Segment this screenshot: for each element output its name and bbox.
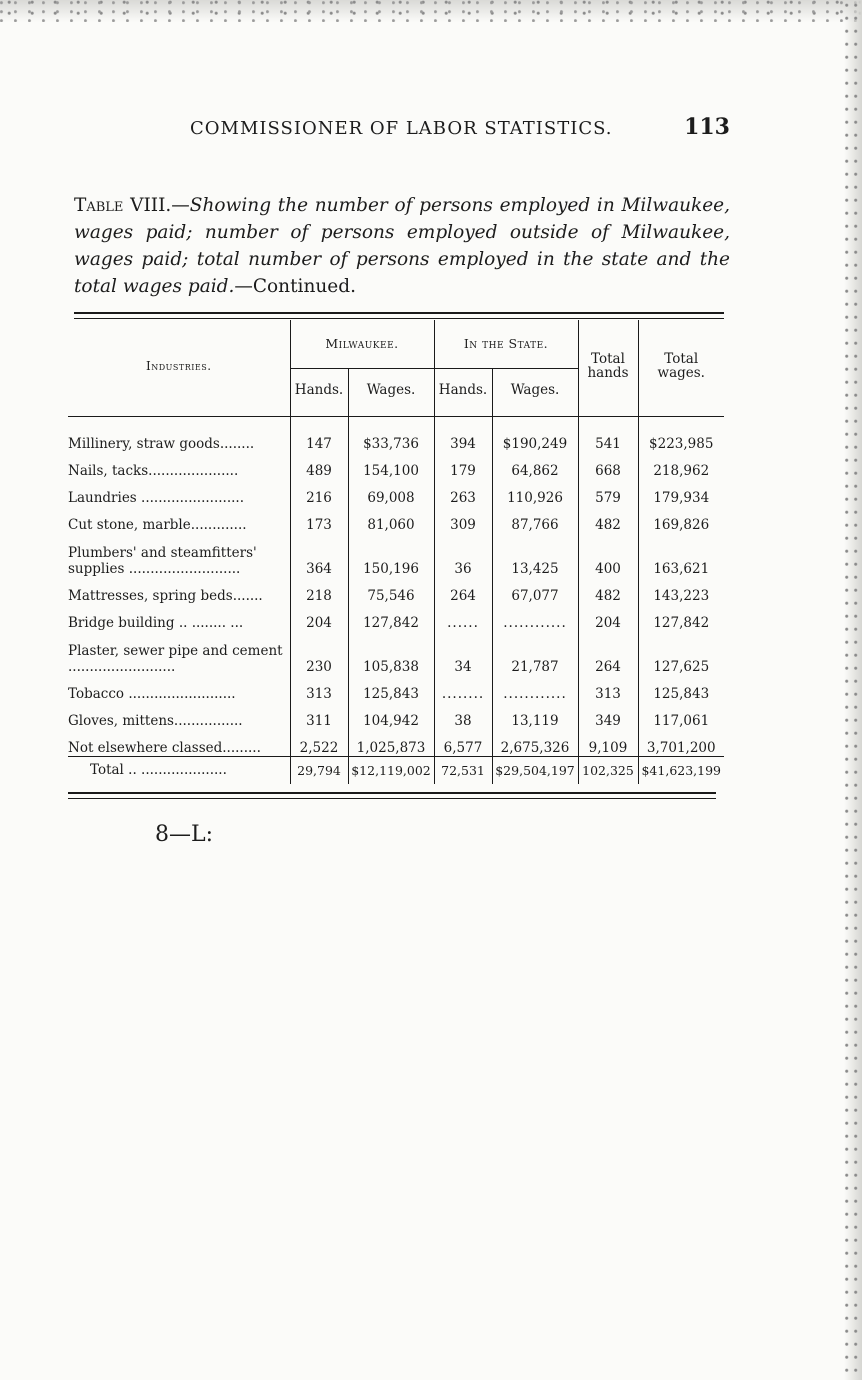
industry-name: Cut stone, marble............. <box>68 517 247 533</box>
header-state-hands: Hands. <box>434 368 492 412</box>
header-total-hands: Total hands <box>578 320 638 412</box>
milwaukee-hands: 216 <box>290 479 348 506</box>
milwaukee-hands: 2,522 <box>290 729 348 756</box>
total-wages: 169,826 <box>638 506 724 533</box>
caption-continued: —Continued. <box>234 276 356 297</box>
milwaukee-hands: 364 <box>290 533 348 577</box>
industry-name: Not elsewhere classed......... <box>68 739 261 756</box>
milwaukee-hands: 218 <box>290 577 348 604</box>
total-hands: 264 <box>578 631 638 675</box>
total-wages: 117,061 <box>638 702 724 729</box>
milwaukee-hands: 489 <box>290 452 348 479</box>
table-top-rule <box>74 312 724 314</box>
table-row <box>68 729 724 756</box>
milwaukee-hands: 311 <box>290 702 348 729</box>
page-edge-noise-top <box>0 0 862 22</box>
total-state-wages: $29,504,197 <box>492 756 578 784</box>
industry-name: Millinery, straw goods........ <box>68 436 255 452</box>
milwaukee-wages: 75,546 <box>348 577 434 604</box>
total-state-hands: 72,531 <box>434 756 492 784</box>
total-row <box>68 756 724 784</box>
state-hands: 6,577 <box>434 729 492 756</box>
table-row <box>68 479 724 506</box>
milwaukee-hands: 313 <box>290 675 348 702</box>
total-milwaukee-hands: 29,794 <box>290 756 348 784</box>
total-hands: 313 <box>578 675 638 702</box>
milwaukee-wages: 125,843 <box>348 675 434 702</box>
header-industries: Industries. <box>145 359 212 373</box>
state-wages: 110,926 <box>492 479 578 506</box>
table-label: Table VIII. <box>74 195 172 216</box>
page-number: 113 <box>684 114 730 140</box>
industry-name: Plaster, sewer pipe and cement ......................... <box>68 643 283 675</box>
milwaukee-wages: 150,196 <box>348 533 434 577</box>
state-hands: 34 <box>434 631 492 675</box>
total-hands: 482 <box>578 506 638 533</box>
milwaukee-hands: 147 <box>290 416 348 452</box>
header-in-the-state: In the State. <box>434 320 578 368</box>
page-edge-noise-right <box>844 0 862 1380</box>
milwaukee-wages: 1,025,873 <box>348 729 434 756</box>
total-hands: 400 <box>578 533 638 577</box>
milwaukee-hands: 204 <box>290 604 348 631</box>
total-wages: 127,625 <box>638 631 724 675</box>
table-row <box>68 577 724 604</box>
total-wages: $223,985 <box>638 416 724 452</box>
total-total-hands: 102,325 <box>578 756 638 784</box>
state-wages: 67,077 <box>492 577 578 604</box>
state-wages: 13,425 <box>492 533 578 577</box>
total-wages: 143,223 <box>638 577 724 604</box>
milwaukee-wages: $33,736 <box>348 416 434 452</box>
header-title: COMMISSIONER OF LABOR STATISTICS. <box>190 118 613 139</box>
caption-description: Showing the number of persons employed in Milwaukee, wages paid; number of persons employed outside of Milwaukee, wages paid; total number of persons employed in the state and the total wages paid. <box>74 195 731 297</box>
milwaukee-hands: 173 <box>290 506 348 533</box>
industry-name: Gloves, mittens................ <box>68 713 243 729</box>
header-milwaukee-hands: Hands. <box>290 368 348 412</box>
industry-name: Tobacco ......................... <box>68 686 236 702</box>
milwaukee-wages: 69,008 <box>348 479 434 506</box>
state-wages: 21,787 <box>492 631 578 675</box>
industry-name: Nails, tacks..................... <box>68 463 239 479</box>
total-hands: 579 <box>578 479 638 506</box>
header-state-wages: Wages. <box>492 368 578 412</box>
milwaukee-hands: 230 <box>290 631 348 675</box>
total-hands: 541 <box>578 416 638 452</box>
total-wages: 218,962 <box>638 452 724 479</box>
table-row <box>68 702 724 729</box>
state-hands: 394 <box>434 416 492 452</box>
state-wages: 13,119 <box>492 702 578 729</box>
table-row <box>68 675 724 702</box>
industry-name: Plumbers' and steamfitters' supplies .......................... <box>68 545 257 577</box>
total-total-wages: $41,623,199 <box>638 756 724 784</box>
table-row <box>68 506 724 533</box>
state-wages: ............ <box>492 675 578 702</box>
total-hands: 349 <box>578 702 638 729</box>
state-wages: $190,249 <box>492 416 578 452</box>
total-wages: 3,701,200 <box>638 729 724 756</box>
total-wages: 179,934 <box>638 479 724 506</box>
table-row <box>68 416 724 452</box>
state-wages: ............ <box>492 604 578 631</box>
table-caption <box>74 192 730 300</box>
state-hands: 36 <box>434 533 492 577</box>
state-hands: ...... <box>434 604 492 631</box>
employment-wages-table <box>68 320 724 784</box>
state-wages: 87,766 <box>492 506 578 533</box>
industry-name: Bridge building .. ........ ... <box>68 615 244 631</box>
header-milwaukee: Milwaukee. <box>290 320 434 368</box>
running-header <box>190 114 730 148</box>
table-top-rule-thin <box>74 318 724 319</box>
header-total-wages: Total wages. <box>638 320 724 412</box>
total-hands: 668 <box>578 452 638 479</box>
total-hands: 9,109 <box>578 729 638 756</box>
milwaukee-wages: 105,838 <box>348 631 434 675</box>
state-hands: 38 <box>434 702 492 729</box>
state-hands: 309 <box>434 506 492 533</box>
signature-mark: 8—L: <box>155 822 214 847</box>
state-wages: 64,862 <box>492 452 578 479</box>
industry-name: Laundries ........................ <box>68 490 245 506</box>
industry-name: Mattresses, spring beds....... <box>68 588 263 604</box>
total-milwaukee-wages: $12,119,002 <box>348 756 434 784</box>
header-milwaukee-wages: Wages. <box>348 368 434 412</box>
table-row <box>68 452 724 479</box>
state-hands: 179 <box>434 452 492 479</box>
total-hands: 204 <box>578 604 638 631</box>
state-hands: 264 <box>434 577 492 604</box>
total-label: Total .. .................... <box>68 756 290 784</box>
table-row <box>68 631 724 675</box>
table-row <box>68 533 724 577</box>
total-wages: 163,621 <box>638 533 724 577</box>
total-wages: 125,843 <box>638 675 724 702</box>
total-wages: 127,842 <box>638 604 724 631</box>
milwaukee-wages: 104,942 <box>348 702 434 729</box>
state-hands: 263 <box>434 479 492 506</box>
milwaukee-wages: 81,060 <box>348 506 434 533</box>
caption-dash: — <box>171 195 190 216</box>
state-hands: ........ <box>434 675 492 702</box>
table-bottom-rule <box>68 792 716 794</box>
milwaukee-wages: 154,100 <box>348 452 434 479</box>
state-wages: 2,675,326 <box>492 729 578 756</box>
table-row <box>68 604 724 631</box>
milwaukee-wages: 127,842 <box>348 604 434 631</box>
total-hands: 482 <box>578 577 638 604</box>
table-bottom-rule-thin <box>68 798 716 799</box>
